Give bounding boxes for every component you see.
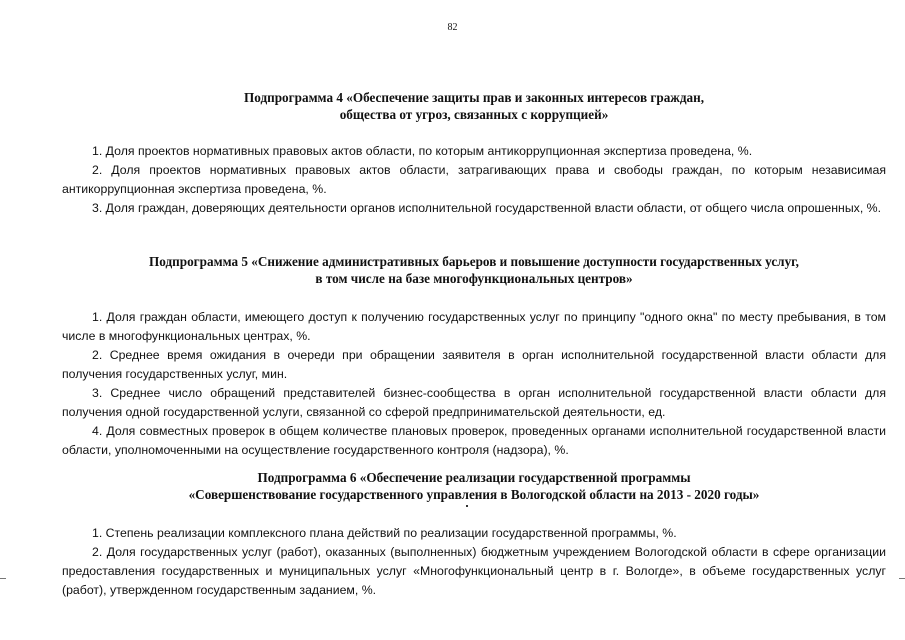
subprogram-5-section [62,253,886,460]
subprogram-5-heading [62,253,886,287]
indicator-item: 4. Доля совместных проверок в общем количестве плановых проверок, проведенных органами исполнительной государственной власти области, уполномоченными на осуществление государственного контроля (надзора), %. [62,424,886,457]
indicator-list [62,308,886,460]
heading-line: Подпрограмма 6 «Обеспечение реализации государственной программы [257,470,691,485]
indicator-item: 3. Доля граждан, доверяющих деятельности органов исполнительной государственной власти области, от общего числа опрошенных, %. [92,201,881,215]
indicator-item: 1. Доля проектов нормативных правовых актов области, по которым антикоррупционная экспертиза проведена, %. [92,144,753,158]
scan-edge-mark [899,578,905,579]
heading-line: общества от угроз, связанных с коррупцией» [339,107,609,122]
subprogram-4-heading [62,89,886,123]
scan-edge-mark [0,578,6,579]
indicator-item: 2. Среднее время ожидания в очереди при обращении заявителя в орган исполнительной государственной власти области для получения государственных услуг, мин. [62,348,886,381]
indicator-list [62,524,886,600]
heading-line: «Совершенствование государственного управления в Вологодской области на 2013 - 2020 годы» [188,487,760,502]
subprogram-6-heading [62,469,886,503]
indicator-item: 2. Доля государственных услуг (работ), оказанных (выполненных) бюджетным учреждением Вологодской области в сфере организации предоставления государственных и муниципальных услуг «Многофункциональный центр в г. Вологде», в объеме государственных услуг (работ), утвержденном государственным заданием, %. [62,545,886,597]
page-number: 82 [447,22,458,33]
heading-line: Подпрограмма 5 «Снижение административных барьеров и повышение доступности государственных услуг, [149,254,799,269]
subprogram-4-section [62,89,886,218]
indicator-item: 1. Доля граждан области, имеющего доступ к получению государственных услуг по принципу "одного окна" по месту пребывания, в том числе в многофункциональных центрах, %. [62,310,886,343]
heading-line: в том числе на базе многофункциональных центров» [315,271,633,286]
subprogram-6-section [62,469,886,600]
indicator-list [62,142,886,218]
indicator-item: 3. Среднее число обращений представителей бизнес-сообщества в орган исполнительной государственной власти области для получения одной государственной услуги, связанной со сферой предпринимательской деятельности, ед. [62,386,886,419]
indicator-item: 2. Доля проектов нормативных правовых актов области, затрагивающих права и свободы граждан, по которым независимая антикоррупционная экспертиза проведена, %. [62,163,886,196]
heading-line: Подпрограмма 4 «Обеспечение защиты прав и законных интересов граждан, [243,90,705,105]
indicator-item: 1. Степень реализации комплексного плана действий по реализации государственной программы, %. [92,526,677,540]
